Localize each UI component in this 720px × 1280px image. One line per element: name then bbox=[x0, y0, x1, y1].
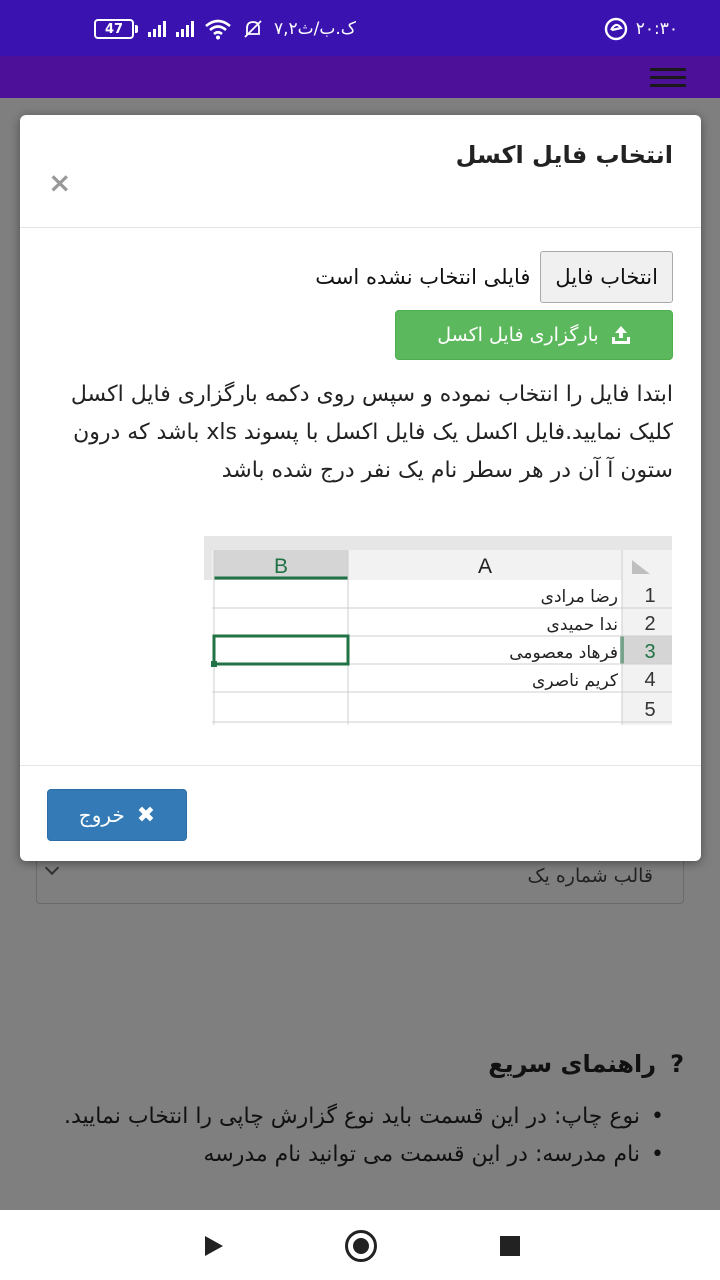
recent-apps-icon[interactable] bbox=[500, 1236, 520, 1256]
help-question-icon: ? bbox=[670, 1050, 684, 1078]
exit-button[interactable] bbox=[47, 789, 187, 841]
app-notification-icon bbox=[604, 17, 628, 41]
upload-icon bbox=[611, 325, 631, 345]
upload-excel-button[interactable] bbox=[395, 310, 673, 360]
status-time-area bbox=[604, 16, 678, 42]
close-icon[interactable]: × bbox=[48, 166, 72, 199]
excel-select-modal bbox=[20, 115, 701, 861]
help-title: راهنمای سریع bbox=[488, 1050, 657, 1078]
file-status-text: فایلی انتخاب نشده است bbox=[315, 265, 531, 289]
network-speed: ۷,۲ک.ب/ث bbox=[274, 19, 357, 39]
choose-file-button[interactable]: انتخاب فایل bbox=[540, 251, 673, 303]
row-number-1: 1 bbox=[644, 585, 656, 607]
wifi-icon bbox=[204, 18, 232, 40]
help-list bbox=[50, 1098, 660, 1174]
template-select-value: قالب شماره یک bbox=[527, 865, 653, 887]
file-input bbox=[315, 251, 673, 303]
row-number-3: 3 bbox=[644, 641, 656, 663]
sample-excel-image bbox=[204, 536, 672, 725]
system-nav-bar bbox=[0, 1210, 720, 1280]
menu-icon[interactable] bbox=[650, 68, 686, 88]
row-number-5: 5 bbox=[644, 699, 656, 721]
row-number-4: 4 bbox=[644, 669, 656, 691]
sheet-name-cell: رضا مرادی bbox=[540, 587, 618, 607]
row-number-2: 2 bbox=[644, 613, 656, 635]
column-header-b: B bbox=[273, 555, 289, 578]
upload-excel-label: بارگزاری فایل اکسل bbox=[437, 324, 599, 346]
sheet-name-cell: کریم ناصری bbox=[532, 671, 618, 691]
battery-icon bbox=[94, 19, 138, 39]
battery-level: 47 bbox=[94, 19, 134, 39]
exit-button-label: خروج bbox=[78, 803, 125, 827]
sheet-name-cell: ندا حمیدی bbox=[546, 615, 618, 635]
modal-body bbox=[20, 228, 701, 766]
chevron-down-icon bbox=[45, 861, 59, 875]
modal-title: انتخاب فایل اکسل bbox=[455, 141, 673, 169]
status-icons bbox=[94, 16, 356, 42]
help-heading bbox=[488, 1050, 684, 1078]
signal-icon-2 bbox=[176, 21, 194, 37]
app-bar bbox=[0, 56, 720, 98]
help-item: • نوع چاپ: در این قسمت باید نوع گزارش چاپی را انتخاب نمایید. bbox=[50, 1098, 660, 1136]
modal-header bbox=[20, 115, 701, 228]
sheet-name-cell: فرهاد معصومی bbox=[509, 643, 618, 663]
column-header-a: A bbox=[477, 555, 493, 578]
close-icon: ✖ bbox=[136, 802, 156, 828]
help-item: • نام مدرسه: در این قسمت می توانید نام مدرسه bbox=[50, 1136, 660, 1174]
back-icon[interactable] bbox=[205, 1236, 223, 1256]
modal-footer bbox=[20, 766, 701, 860]
instructions-text: ابتدا فایل را انتخاب نموده و سپس روی دکمه بارگزاری فایل اکسل کلیک نمایید.فایل اکسل یک فایل اکسل با پسوند xls باشد که درون ستون آ آن در هر سطر نام یک نفر درج شده باشد bbox=[70, 382, 673, 483]
muted-bell-icon bbox=[242, 18, 264, 40]
signal-icon bbox=[148, 21, 166, 37]
clock: ۲۰:۳۰ bbox=[635, 19, 678, 39]
status-bar bbox=[0, 0, 720, 56]
home-icon[interactable] bbox=[345, 1230, 377, 1262]
